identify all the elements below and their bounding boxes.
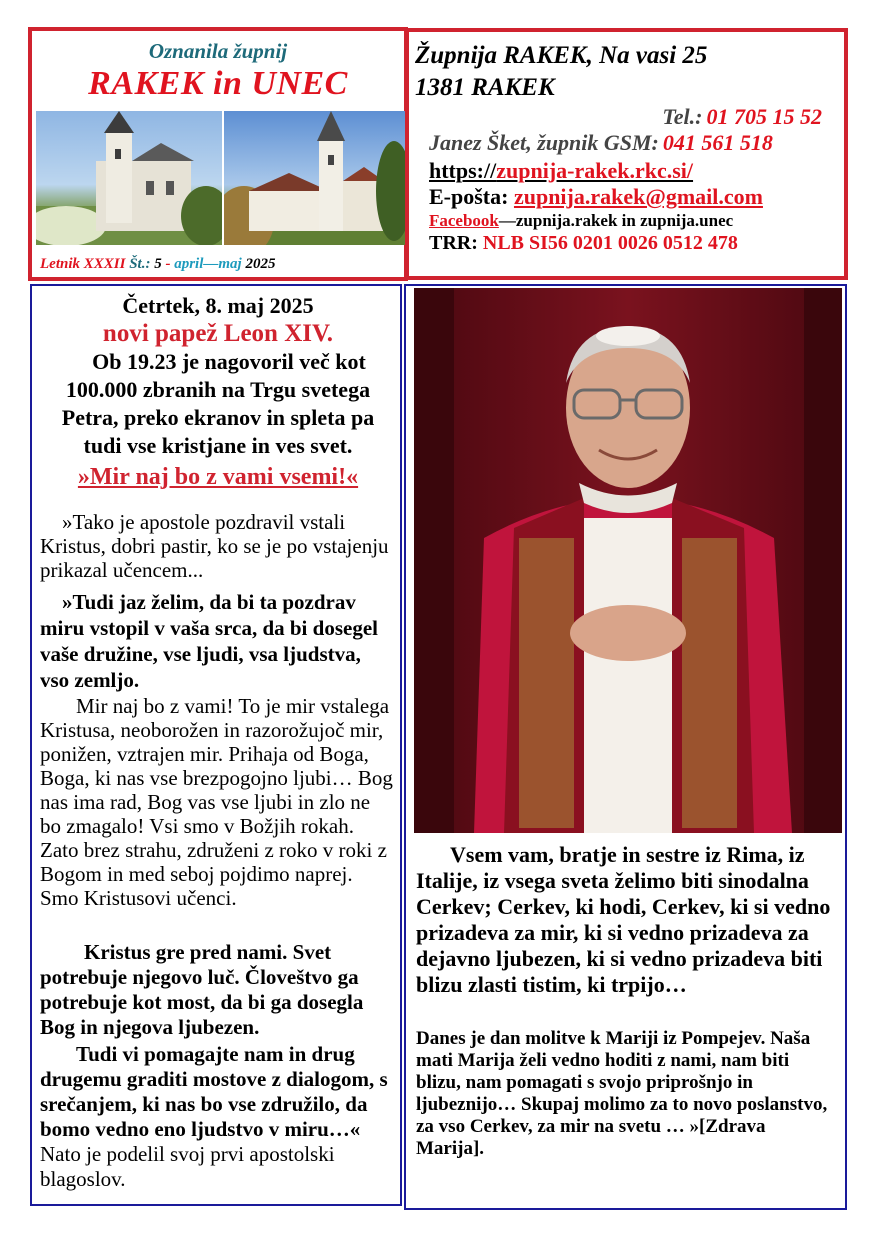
email-link[interactable]: zupnija.rakek@gmail.com <box>513 184 763 209</box>
phone-label: Tel.: <box>662 104 703 129</box>
issue-number: 5 <box>154 256 162 272</box>
article-right-column <box>404 284 847 1210</box>
article-paragraph-5 <box>40 1042 394 1192</box>
issue-year: 2025 <box>245 256 276 272</box>
trr-line <box>429 232 738 255</box>
article-paragraph-2: »Tudi jaz želim, da bi ta pozdrav miru vstopil v vaša srca, da bi dosegel vaše družine, vse ljudi, vsa ljudstva, vso zemljo. <box>40 590 378 692</box>
article-date: Četrtek, 8. maj 2025 <box>122 293 314 318</box>
article-paragraph-1: »Tako je apostole pozdravil vstali Kristus, dobri pastir, ko se je po vstajenju prikazal učencem... <box>40 510 389 582</box>
phone-line <box>662 104 822 130</box>
article-paragraph-4: Kristus gre pred nami. Svet potrebuje njegovo luč. Človeštvo ga potrebuje kot most, da bi ga dosegla Bog in njegova ljubezen. <box>40 940 364 1039</box>
trr-label: TRR: <box>429 232 478 254</box>
website-prefix: https:// <box>429 158 497 183</box>
email-label: E-pošta: <box>429 184 509 209</box>
priest-role: , župnik GSM: <box>526 130 659 155</box>
parish-address: Župnija RAKEK, Na vasi 25 <box>415 42 708 69</box>
article-paragraph-3: Mir naj bo z vami! To je mir vstalega Kristusa, neoborožen in razorožujoč mir, ponižen, vztrajen mir. Prihaja od Boga, Boga, ki nas vse brezpogojno ljubi… Bog nas ima rad, Bog vas vse ljubi in zlo ne bo zmagalo! Vsi smo v Božjih rokah. Zato brez strahu, združeni z roko v roki z Bogom in med seboj pojdimo naprej. Smo Kristusovi učenci. <box>40 694 393 910</box>
article-quote-title: »Mir naj bo z vami vsemi!« <box>77 464 359 490</box>
parish-city: 1381 RAKEK <box>415 74 555 101</box>
gsm-number[interactable]: 041 561 518 <box>662 130 773 155</box>
right-paragraph-2: Danes je dan molitve k Mariji iz Pompejev. Naša mati Marija želi vedno hoditi z nami, nam biti blizu, nam pomagati s svojo priprošnjo in ljubeznijo… Skupaj molimo za to novo poslanstvo, za vso Cerkev, za mir na svetu … »[Zdrava Marija]. <box>416 1028 828 1159</box>
facebook-pages: —zupnija.rakek in zupnija.unec <box>498 211 734 230</box>
masthead <box>28 27 408 281</box>
website-link[interactable] <box>429 158 693 184</box>
masthead-subtitle: Oznanila župnij <box>148 39 288 63</box>
email-line <box>429 184 763 210</box>
article-left-column <box>30 284 402 1206</box>
priest-line <box>429 130 773 156</box>
article-headline: novi papež Leon XIV. <box>102 320 334 347</box>
contact-box <box>405 28 848 280</box>
church-unec-photo <box>224 111 405 245</box>
facebook-line <box>429 211 733 231</box>
phone-number[interactable]: 01 705 15 52 <box>706 104 822 129</box>
facebook-link[interactable]: Facebook <box>429 211 499 230</box>
issue-number-label: Št.: <box>129 256 151 272</box>
article-paragraph-5-bold: Tudi vi pomagajte nam in drug drugemu graditi mostove z dialogom, s srečanjem, ki nas bo vse združilo, da bomo vedno eno ljudstvo v miru…« <box>40 1042 388 1141</box>
pope-leo-photo <box>414 288 842 833</box>
church-rakek-photo <box>36 111 222 245</box>
issue-months: april—maj <box>174 256 242 272</box>
article-paragraph-5-end: Nato je podelil svoj prvi apostolski blagoslov. <box>40 1142 335 1191</box>
masthead-title: RAKEK in UNEC <box>88 65 348 102</box>
issue-volume: Letnik XXXII <box>40 256 126 272</box>
website-domain: zupnija-rakek.rkc.si/ <box>496 158 694 183</box>
priest-name: Janez Šket <box>429 130 527 155</box>
right-paragraph-1: Vsem vam, bratje in sestre iz Rima, iz Italije, iz vsega sveta želimo biti sinodalna Cerkev; Cerkev, ki hodi, Cerkev, ki si vedno prizadeva za mir, ki si vedno prizadeva za dejavno ljubezen, ki si vedno prizadeva biti blizu zlasti tistim, ki trpijo… <box>416 842 831 997</box>
trr-number: NLB SI56 0201 0026 0512 478 <box>482 232 738 254</box>
article-lead: Ob 19.23 je nagovoril več kot 100.000 zbranih na Trgu svetega Petra, preko ekranov in spleta pa tudi vse kristjane in ves svet. <box>61 349 375 458</box>
issue-info <box>40 256 396 273</box>
issue-dash: - <box>165 256 171 272</box>
